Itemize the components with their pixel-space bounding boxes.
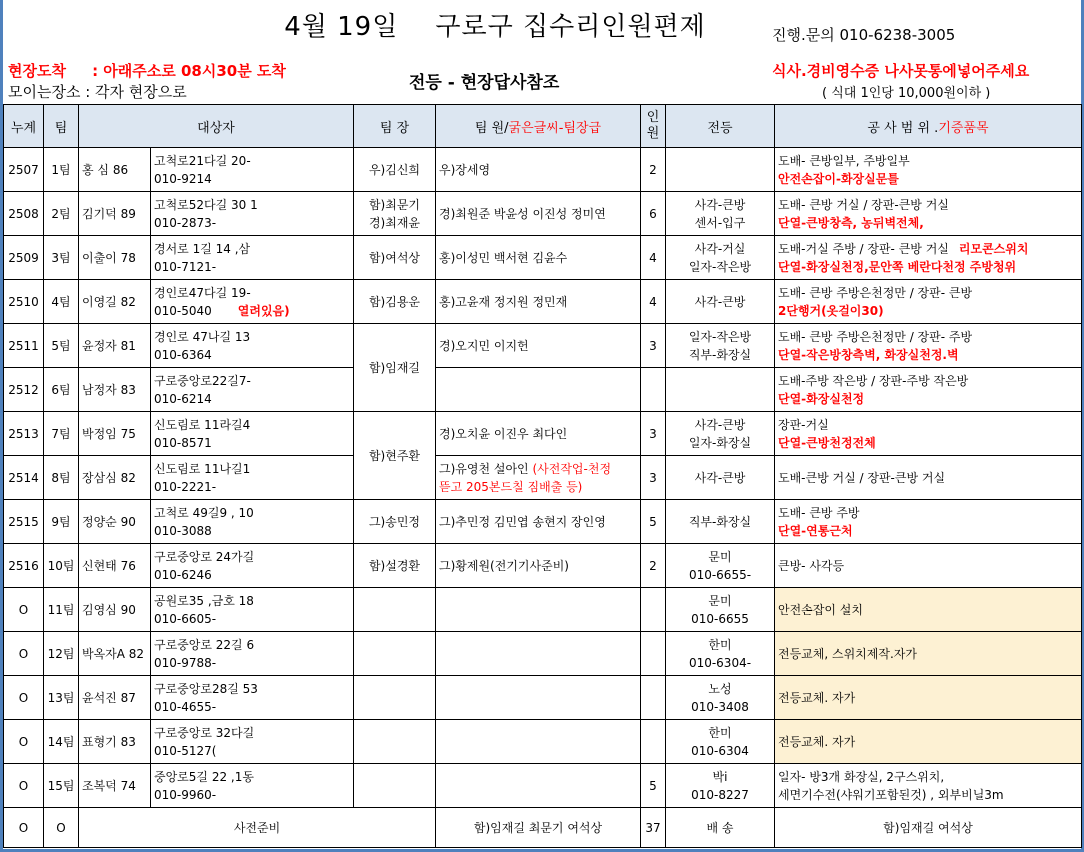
row-scope2: 2단행거(옷걸이30) [778, 303, 884, 318]
row-cumulative: 2515 [4, 500, 44, 544]
row-name: 정양순 90 [79, 500, 151, 544]
row-scope1: 도배- 큰방 주방은천정만 / 장판- 주방 [778, 329, 973, 344]
row-light2: 일자-화장실 [688, 435, 752, 450]
lighting-note: 전등 - 현장답사참조 [409, 73, 560, 93]
row-cumulative: O [4, 588, 44, 632]
row-count [641, 368, 666, 412]
row-address [151, 412, 354, 456]
row-scope [775, 544, 1082, 588]
row-lighting [666, 544, 775, 588]
row-team: 14팀 [44, 720, 79, 764]
row-team: 8팀 [44, 456, 79, 500]
row-scope1: 전등교체. 자가 [778, 690, 856, 705]
row-lighting [666, 676, 775, 720]
row-addr: 고척로21다길 20- [154, 153, 251, 168]
row-cumulative: 2514 [4, 456, 44, 500]
row-scope1: 전등교체, 스위치제작.자가 [778, 646, 917, 661]
row-phone-line [154, 522, 350, 540]
row-scope1: 도배-주방 작은방 / 장판-주방 작은방 [778, 373, 969, 388]
row-members-cell [436, 500, 641, 544]
footer-total: 37 [641, 808, 666, 848]
table-row [4, 412, 1082, 456]
row-phone: 010-2221- [154, 479, 217, 494]
row-scope1-line [778, 372, 1078, 390]
row-light1: 사각-큰방 [694, 197, 746, 212]
row-phone: 010-9788- [154, 655, 217, 670]
row-scope [775, 192, 1082, 236]
row-leader [354, 720, 436, 764]
table-row [4, 544, 1082, 588]
row-scope1: 도배- 큰방 거실 / 장판-큰방 거실 [778, 197, 949, 212]
row-cumulative: 2507 [4, 148, 44, 192]
row-name: 윤석진 87 [79, 676, 151, 720]
row-name: 홍 심 86 [79, 148, 151, 192]
table-row [4, 588, 1082, 632]
row-members: 우)장세영 [439, 162, 491, 177]
row-address [151, 588, 354, 632]
row-lighting [666, 720, 775, 764]
col-count-b: 원 [646, 126, 660, 141]
row-team: 11팀 [44, 588, 79, 632]
row-phone: 010-7121- [154, 259, 217, 274]
row-scope1: 큰방- 사각등 [778, 558, 845, 573]
row-addr: 신도림로 11라길4 [154, 417, 251, 432]
page-title: 4월 19일 구로구 집수리인원편제 [284, 12, 706, 42]
footer-delivery-staff: 함)임재길 여석상 [775, 808, 1082, 848]
row-cumulative: 2509 [4, 236, 44, 280]
row-count [641, 720, 666, 764]
row-count: 3 [641, 412, 666, 456]
table-row [4, 720, 1082, 764]
row-scope2: 단열-화장실천정,문안쪽 베란다천정 주방청위 [778, 259, 1017, 274]
row-name: 조복덕 74 [79, 764, 151, 808]
col-count [641, 105, 666, 148]
row-count: 4 [641, 280, 666, 324]
row-name: 박옥자A 82 [79, 632, 151, 676]
row-addr: 고척로 49길9 , 10 [154, 505, 254, 520]
row-phone: 010-6214 [154, 391, 212, 406]
row-count: 4 [641, 236, 666, 280]
col-scope-label: 공 사 범 위 . [867, 120, 939, 136]
row-scope1: 도배- 큰방 주방 [778, 505, 860, 520]
row-members-note2: 뜯고 205본드칠 짐배출 등) [439, 479, 583, 494]
row-scope1: 안전손잡이 설치 [778, 602, 863, 617]
row-scope1: 도배- 큰방일부, 주방일부 [778, 153, 910, 168]
row-scope2: 단열-작은방창측벽, 화장실천정.벽 [778, 347, 959, 362]
row-light2: 010-6655- [688, 567, 752, 582]
row-leader [354, 676, 436, 720]
row-name: 박정임 75 [79, 412, 151, 456]
row-leader [354, 588, 436, 632]
table-row [4, 456, 1082, 500]
row-team: 9팀 [44, 500, 79, 544]
row-light1: 문미 [708, 549, 732, 564]
row-members-note: (사전작업-천정 [532, 461, 612, 476]
row-count: 2 [641, 148, 666, 192]
row-scope1: 일자- 방3개 화장실, 2구스위치, [778, 769, 945, 784]
arrival-note: 현장도착 : 아래주소로 08시30분 도착 [8, 62, 286, 80]
row-leader: 함)임재길 [354, 324, 436, 412]
row-phone-line [154, 742, 350, 760]
row-members-cell [436, 412, 641, 456]
footer-delivery: 배 송 [666, 808, 775, 848]
row-members: 홍)이성민 백서현 김윤수 [439, 250, 568, 265]
col-cumulative: 누계 [4, 105, 44, 148]
row-leader: 함)설경환 [354, 544, 436, 588]
row-scope2: 단열-큰방천정전체 [778, 435, 876, 450]
contact-info: 진행.문의 010-6238-3005 [772, 26, 956, 44]
row-light2: 010-6304 [691, 743, 749, 758]
row-phone: 010-4655- [154, 699, 217, 714]
row-scope [775, 456, 1082, 500]
row-members-cell [436, 280, 641, 324]
row-cumulative: 2513 [4, 412, 44, 456]
row-light2: 일자-작은방 [688, 259, 752, 274]
row-lighting [666, 500, 775, 544]
row-addr: 구로중앙로 22길 6 [154, 637, 255, 652]
row-members-cell [436, 456, 641, 500]
footer-prep-staff: 함)임재길 최문기 여석상 [436, 808, 641, 848]
row-address [151, 764, 354, 808]
row-members-cell [436, 236, 641, 280]
row-members-cell [436, 324, 641, 368]
row-count [641, 676, 666, 720]
row-lighting [666, 764, 775, 808]
row-phone-line [154, 214, 350, 232]
row-lighting [666, 588, 775, 632]
row-phone-line [154, 566, 350, 584]
row-phone: 010-9960- [154, 787, 217, 802]
row-light2: 010-8227 [691, 787, 749, 802]
row-lighting [666, 632, 775, 676]
row-cumulative: O [4, 676, 44, 720]
col-target: 대상자 [79, 105, 354, 148]
table-row [4, 676, 1082, 720]
row-addr: 구로중앙로 24가길 [154, 549, 255, 564]
row-members-cell [436, 192, 641, 236]
row-phone: 010-3088 [154, 523, 212, 538]
row-address [151, 148, 354, 192]
row-lighting [666, 280, 775, 324]
row-team: 3팀 [44, 236, 79, 280]
row-members: 그)황제원(전기기사준비) [439, 558, 569, 573]
row-address [151, 676, 354, 720]
row-light2: 센서-입구 [694, 215, 746, 230]
row-name: 표형기 83 [79, 720, 151, 764]
row-light1: 사각-큰방 [694, 417, 746, 432]
row-scope1-line [778, 284, 1078, 302]
row-leader: 우)김신희 [354, 148, 436, 192]
row-name: 윤정자 81 [79, 324, 151, 368]
row-scope1-line [778, 416, 1078, 434]
row-addr: 중앙로5길 22 ,1동 [154, 769, 254, 784]
row-phone-line [154, 434, 350, 452]
row-leader: 함)최문기 경)최재윤 [354, 192, 436, 236]
row-scope [775, 720, 1082, 764]
row-scope2: 단열-화장실천정 [778, 391, 865, 406]
row-address [151, 280, 354, 324]
row-cumulative: O [4, 632, 44, 676]
col-members-note: 굵은글씨-팀장급 [508, 120, 602, 136]
row-members-cell [436, 544, 641, 588]
row-light2: 직부-화장실 [688, 347, 752, 362]
row-addr: 신도림로 11나길1 [154, 461, 251, 476]
row-scope [775, 412, 1082, 456]
meal-limit: ( 식대 1인당 10,000원이하 ) [822, 86, 991, 101]
row-cumulative: O [4, 764, 44, 808]
row-members: 홍)고윤재 정지원 정민재 [439, 294, 568, 309]
table-row [4, 280, 1082, 324]
row-members-cell [436, 764, 641, 808]
row-scope [775, 148, 1082, 192]
row-scope1-line [778, 601, 1078, 619]
row-team: 1팀 [44, 148, 79, 192]
row-members-cell [436, 676, 641, 720]
row-phone-line [154, 698, 350, 716]
row-count: 2 [641, 544, 666, 588]
row-members-cell [436, 720, 641, 764]
row-scope1: 도배-큰방 거실 / 장판-큰방 거실 [778, 470, 946, 485]
row-phone: 010-6364 [154, 347, 212, 362]
row-team: 2팀 [44, 192, 79, 236]
row-phone: 010-5127( [154, 743, 217, 758]
row-phone: 010-6246 [154, 567, 212, 582]
row-light1: 사각-큰방 [694, 470, 746, 485]
row-members: 경)오치윤 이진우 최다인 [439, 426, 568, 441]
row-members: 그)추민정 김민엽 송현지 장인영 [439, 514, 606, 529]
table-row [4, 148, 1082, 192]
row-leader [354, 764, 436, 808]
table-row [4, 500, 1082, 544]
row-phone: 010-5040 [154, 303, 212, 318]
row-scope [775, 632, 1082, 676]
row-address [151, 456, 354, 500]
row-count: 3 [641, 456, 666, 500]
row-phone-line [154, 302, 350, 320]
row-scope2: 단열-큰방창측, 농뒤벽전체, [778, 215, 924, 230]
row-count: 5 [641, 500, 666, 544]
row-scope1: 도배- 큰방 주방은천정만 / 장판- 큰방 [778, 285, 973, 300]
row-lighting [666, 412, 775, 456]
row-phone: 010-8571 [154, 435, 212, 450]
row-members: 경)오지민 이지헌 [439, 338, 529, 353]
row-address [151, 368, 354, 412]
col-lighting: 전등 [666, 105, 775, 148]
row-phone-line [154, 478, 350, 496]
row-phone-note: 열려있음) [237, 303, 290, 318]
row-members-cell [436, 148, 641, 192]
row-cumulative: 2512 [4, 368, 44, 412]
row-lighting [666, 456, 775, 500]
row-address [151, 544, 354, 588]
table-row [4, 764, 1082, 808]
row-leader [354, 632, 436, 676]
row-light1: 직부-화장실 [688, 514, 752, 529]
row-addr: 경서로 1길 14 ,삼 [154, 241, 251, 256]
row-scope2: 세면기수전(샤워기포함된것) , 외부비닐3m [778, 787, 1004, 802]
row-addr: 공원로35 ,금호 18 [154, 593, 254, 608]
col-members-label: 팀 원/ [474, 120, 509, 136]
row-light2: 010-6655 [691, 611, 749, 626]
row-count: 3 [641, 324, 666, 368]
meal-note: 식사.경비영수증 나사못통에넣어주세요 [772, 62, 1030, 80]
footer-team: O [44, 808, 79, 848]
row-phone-line [154, 258, 350, 276]
row-phone-line [154, 170, 350, 188]
row-lighting [666, 192, 775, 236]
row-address [151, 500, 354, 544]
row-scope1-line [778, 689, 1078, 707]
meeting-place: 모이는장소 : 각자 현장으로 [8, 83, 187, 101]
row-team: 6팀 [44, 368, 79, 412]
row-scope [775, 500, 1082, 544]
row-members: 경)최원준 박윤성 이진성 정미연 [439, 206, 606, 221]
row-scope [775, 588, 1082, 632]
row-scope2: 단열-연통근처 [778, 523, 853, 538]
row-light1: 사각-거실 [694, 241, 746, 256]
col-leader: 팀 장 [354, 105, 436, 148]
row-light2: 010-3408 [691, 699, 749, 714]
row-team: 4팀 [44, 280, 79, 324]
row-address [151, 720, 354, 764]
table-row [4, 236, 1082, 280]
row-members: 그)유영천 설아인 [439, 461, 533, 476]
row-light1: 한미 [708, 725, 732, 740]
row-addr: 구로중앙로22길7- [154, 373, 251, 388]
row-lighting [666, 148, 775, 192]
row-count [641, 588, 666, 632]
row-phone-line [154, 346, 350, 364]
table-row [4, 324, 1082, 368]
row-name: 김기덕 89 [79, 192, 151, 236]
row-scope1-line [778, 557, 1078, 575]
row-count: 6 [641, 192, 666, 236]
row-phone-line [154, 654, 350, 672]
row-phone: 010-9214 [154, 171, 212, 186]
roster-table [3, 104, 1082, 848]
row-leader: 함)현주환 [354, 412, 436, 500]
row-leader: 함)김용운 [354, 280, 436, 324]
row-light1: 한미 [708, 637, 732, 652]
row-leader: 함)여석상 [354, 236, 436, 280]
row-scope [775, 236, 1082, 280]
row-scope1-line [778, 645, 1078, 663]
row-address [151, 236, 354, 280]
row-light1: 사각-큰방 [694, 294, 746, 309]
row-cumulative: 2511 [4, 324, 44, 368]
row-scope1-line [778, 469, 1078, 487]
row-phone-line [154, 390, 350, 408]
row-scope1-line [778, 152, 1078, 170]
table-row [4, 368, 1082, 412]
col-scope-note: 기증품목 [938, 120, 989, 136]
table-row [4, 192, 1082, 236]
row-scope1: 장판-거실 [778, 417, 829, 432]
row-cumulative: 2510 [4, 280, 44, 324]
col-team: 팀 [44, 105, 79, 148]
row-address [151, 632, 354, 676]
row-name: 김영심 90 [79, 588, 151, 632]
row-cumulative: O [4, 720, 44, 764]
footer-cum: O [4, 808, 44, 848]
row-name: 신현태 76 [79, 544, 151, 588]
row-lighting [666, 324, 775, 368]
row-light2: 010-6304- [688, 655, 752, 670]
row-light1: 박i [712, 769, 728, 784]
row-team: 13팀 [44, 676, 79, 720]
row-light1: 노성 [708, 681, 732, 696]
row-scope1-line [778, 733, 1078, 751]
row-addr: 경인로47다길 19- [154, 285, 251, 300]
row-team: 10팀 [44, 544, 79, 588]
row-light1: 문미 [708, 593, 732, 608]
row-address [151, 324, 354, 368]
row-address [151, 192, 354, 236]
row-addr: 경인로 47나길 13 [154, 329, 251, 344]
row-scope [775, 324, 1082, 368]
row-scope [775, 764, 1082, 808]
row-team: 5팀 [44, 324, 79, 368]
row-scope [775, 676, 1082, 720]
col-scope [775, 105, 1082, 148]
col-count-a: 인 [646, 110, 660, 125]
row-scope [775, 368, 1082, 412]
footer-prep: 사전준비 [79, 808, 436, 848]
row-scope1-note: 리모콘스위치 [958, 241, 1029, 256]
row-name: 장삼심 82 [79, 456, 151, 500]
row-name: 이출이 78 [79, 236, 151, 280]
row-addr: 구로중앙로 32다길 [154, 725, 255, 740]
row-phone-line [154, 786, 350, 804]
row-count: 5 [641, 764, 666, 808]
row-team: 7팀 [44, 412, 79, 456]
row-scope1-line [778, 196, 1078, 214]
row-scope1-line [778, 328, 1078, 346]
row-leader: 그)송민정 [354, 500, 436, 544]
col-members [436, 105, 641, 148]
row-members-cell [436, 588, 641, 632]
row-scope [775, 280, 1082, 324]
row-phone: 010-2873- [154, 215, 217, 230]
row-team: 12팀 [44, 632, 79, 676]
row-team: 15팀 [44, 764, 79, 808]
row-scope1-line [778, 768, 1078, 786]
row-name: 남정자 83 [79, 368, 151, 412]
row-addr: 구로중앙로28길 53 [154, 681, 258, 696]
row-cumulative: 2508 [4, 192, 44, 236]
row-scope1-line [778, 504, 1078, 522]
row-scope1: 전등교체. 자가 [778, 734, 856, 749]
row-members-cell [436, 632, 641, 676]
row-members-cell [436, 368, 641, 412]
row-light1: 일자-작은방 [688, 329, 752, 344]
row-cumulative: 2516 [4, 544, 44, 588]
table-row [4, 632, 1082, 676]
row-phone-line [154, 610, 350, 628]
row-phone: 010-6605- [154, 611, 217, 626]
row-lighting [666, 368, 775, 412]
row-name: 이영길 82 [79, 280, 151, 324]
row-scope2: 안전손잡이-화장실문틀 [778, 171, 899, 186]
row-addr: 고척로52다길 30 1 [154, 197, 258, 212]
row-scope1: 도배-거실 주방 / 장판- 큰방 거실 [778, 241, 949, 256]
row-count [641, 632, 666, 676]
footer-row [4, 808, 1082, 848]
row-lighting [666, 236, 775, 280]
row-scope1-line [778, 240, 1078, 258]
